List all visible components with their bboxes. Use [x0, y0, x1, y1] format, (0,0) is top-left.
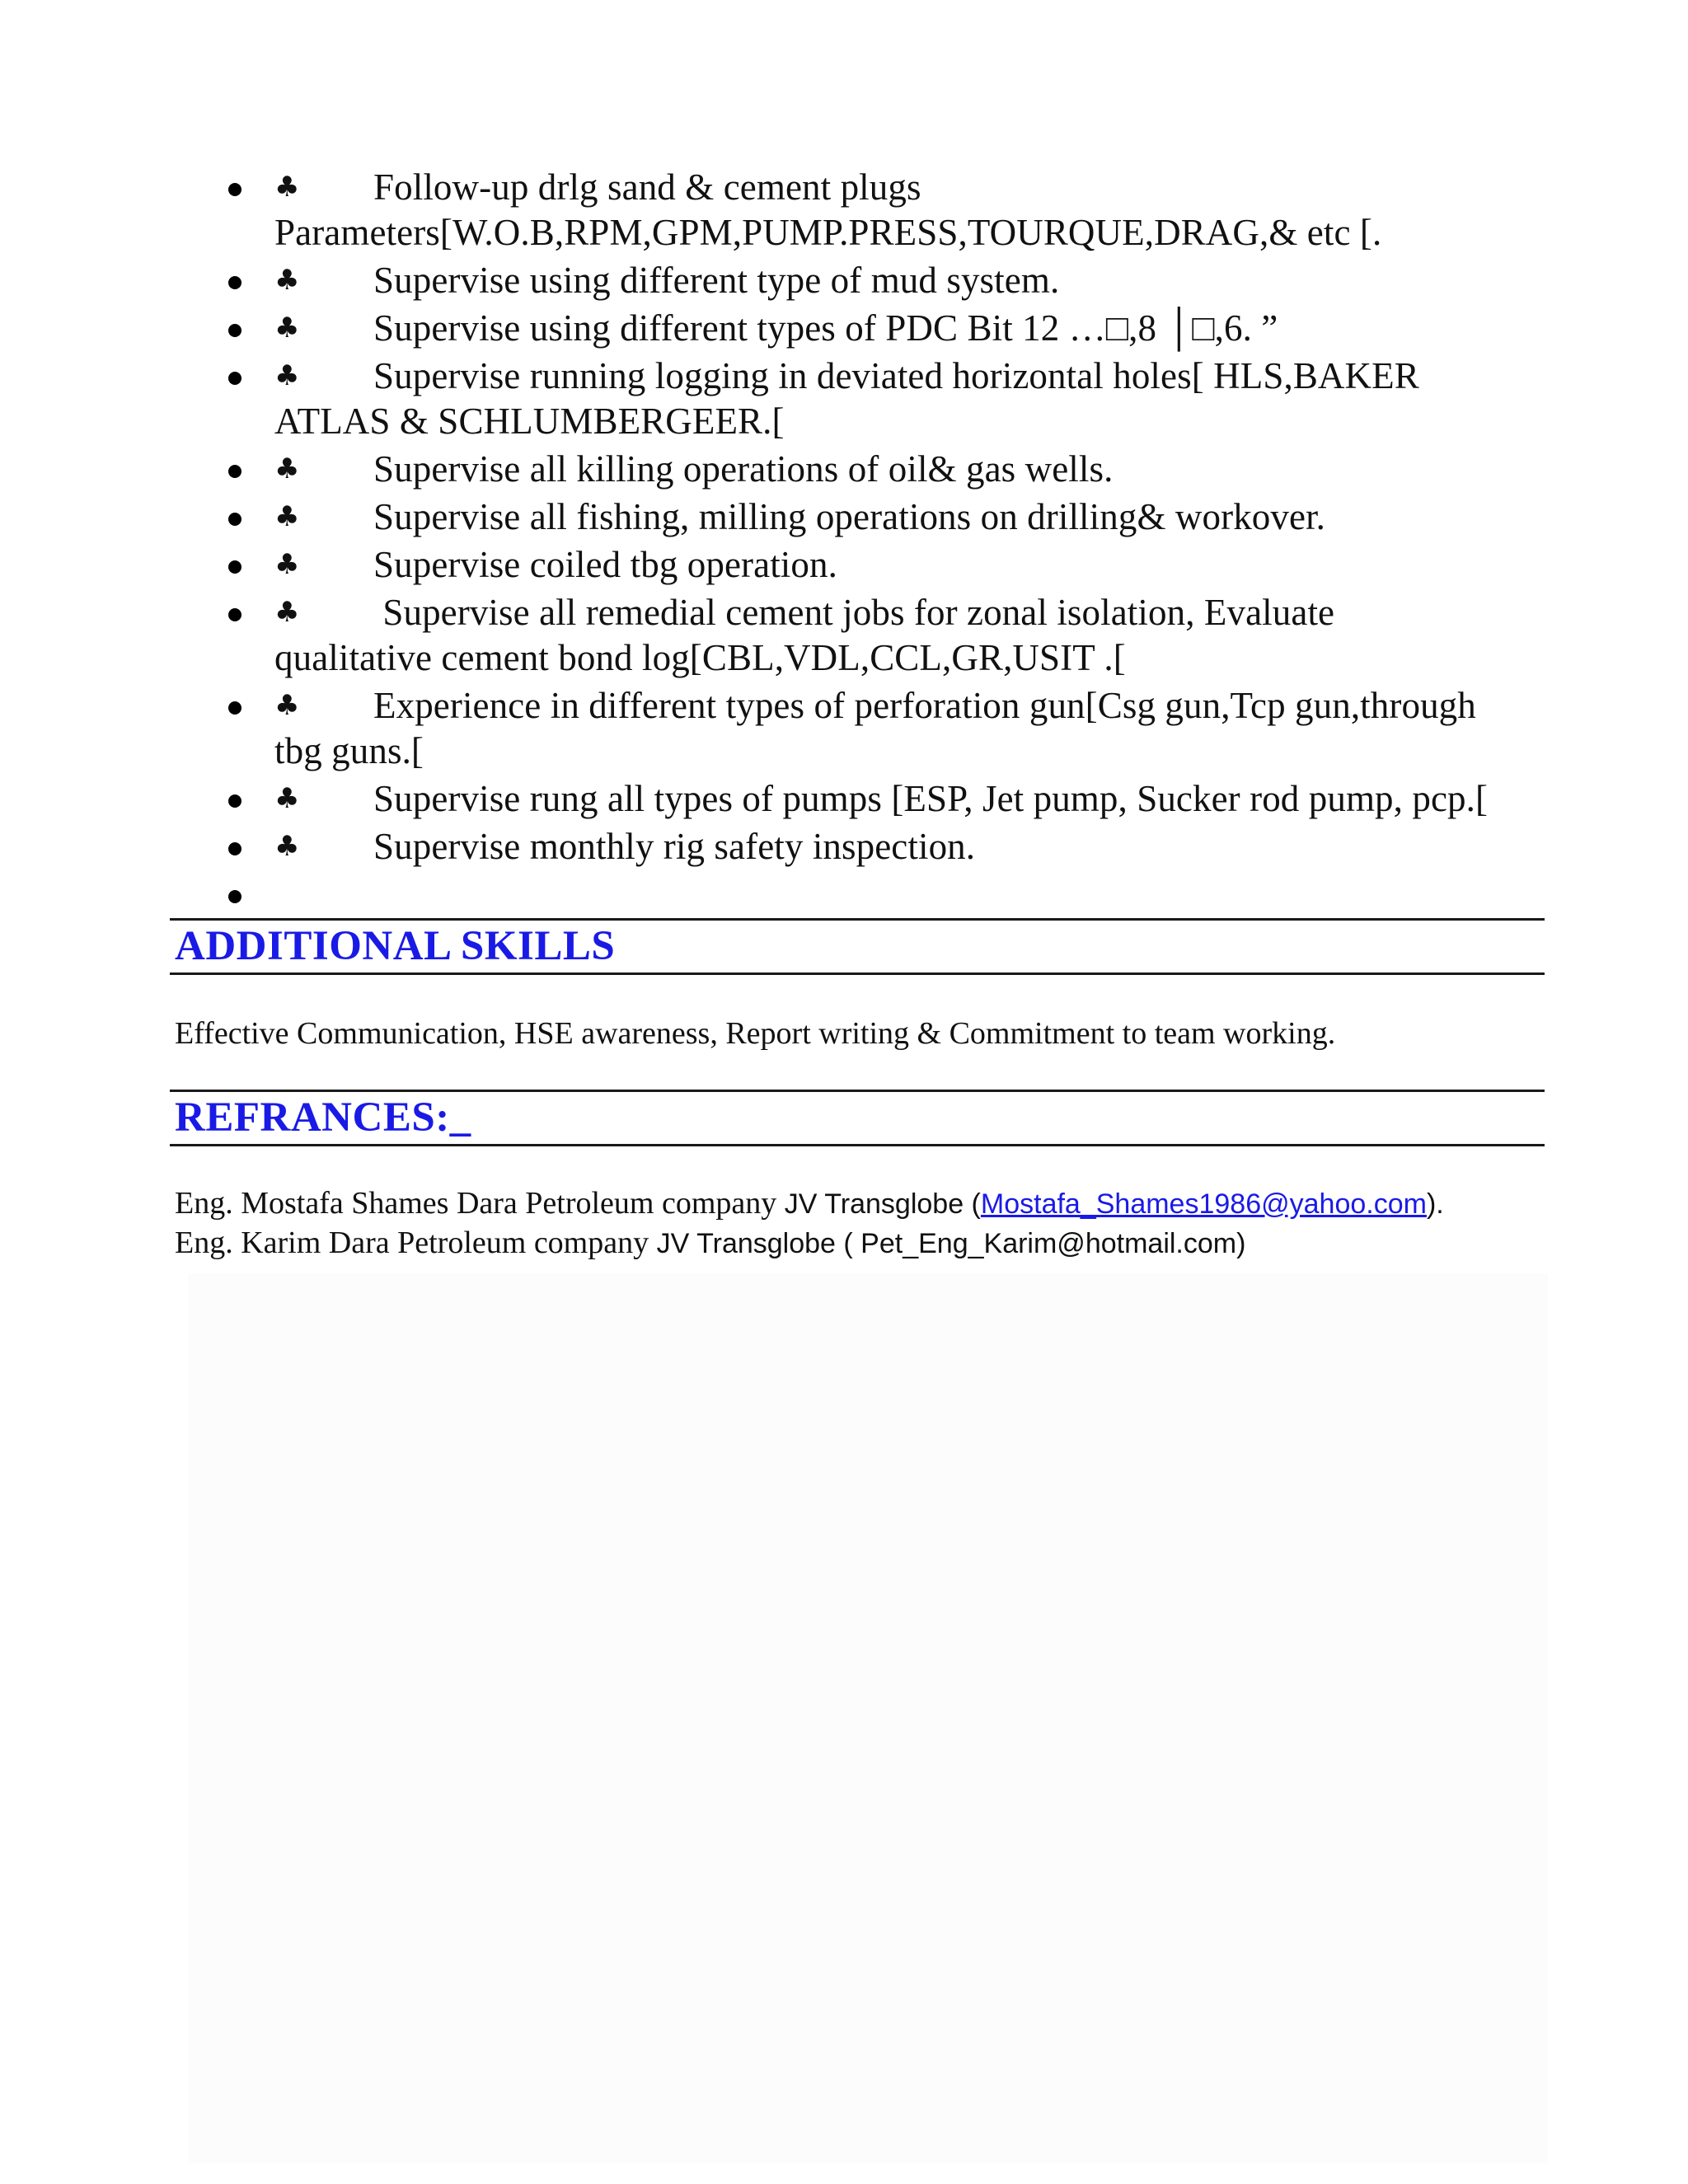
- reference-name-company: Eng. Mostafa Shames Dara Petroleum company: [175, 1186, 777, 1221]
- reference-jv: JV Transglobe ( Pet_Eng_Karim@hotmail.com): [656, 1228, 1246, 1259]
- list-item: [0, 872, 1688, 917]
- section-divider-bottom: [170, 972, 1545, 975]
- section-divider-bottom: [170, 1144, 1545, 1146]
- list-item: [0, 542, 1688, 588]
- bullet-disc-icon: [228, 842, 241, 855]
- bullet-text: Supervise all fishing, milling operations on drilling& workover.: [373, 496, 1326, 537]
- bullet-disc-icon: [228, 513, 241, 526]
- reference-item: [175, 1183, 1444, 1224]
- bullet-disc-icon: [228, 372, 241, 385]
- references-heading: REFRANCES:_: [175, 1094, 471, 1141]
- bullet-text: qualitative cement bond log[CBL,VDL,CCL,GR,USIT .[: [274, 637, 1126, 678]
- bullet-text: Supervise all remedial cement jobs for zonal isolation, Evaluate: [373, 592, 1335, 633]
- page-background-tint: [188, 1273, 1548, 2163]
- bullet-text: Parameters[W.O.B,RPM,GPM,PUMP.PRESS,TOURQUE,DRAG,& etc [.: [274, 212, 1382, 253]
- reference-item: [175, 1223, 1245, 1263]
- bullet-text: Supervise running logging in deviated horizontal holes[ HLS,BAKER: [373, 355, 1419, 396]
- bullet-text: tbg guns.[: [274, 730, 424, 771]
- reference-email-link[interactable]: Mostafa_Shames1986@yahoo.com: [980, 1188, 1427, 1220]
- list-item: [0, 354, 1688, 444]
- club-suit-icon: ♣: [274, 359, 300, 392]
- bullet-text: Experience in different types of perforation gun[Csg gun,Tcp gun,through: [373, 685, 1476, 726]
- list-item: [0, 776, 1688, 822]
- bullet-disc-icon: [228, 608, 241, 621]
- club-suit-icon: ♣: [274, 500, 300, 533]
- club-suit-icon: ♣: [274, 312, 300, 344]
- experience-bullet-list: [0, 165, 1688, 920]
- additional-skills-heading: ADDITIONAL SKILLS: [175, 923, 616, 969]
- club-suit-icon: ♣: [274, 782, 300, 815]
- list-item: [0, 258, 1688, 303]
- list-item: [0, 165, 1688, 255]
- section-divider-top: [170, 1090, 1545, 1092]
- list-item: [0, 590, 1688, 681]
- list-item: [0, 683, 1688, 774]
- bullet-disc-icon: [228, 890, 241, 903]
- bullet-text: Follow-up drlg sand & cement plugs: [373, 166, 921, 208]
- bullet-disc-icon: [228, 276, 241, 289]
- bullet-text: Supervise all killing operations of oil& gas wells.: [373, 448, 1114, 490]
- reference-name-company: Eng. Karim Dara Petroleum company: [175, 1226, 649, 1260]
- bullet-text: Supervise coiled tbg operation.: [373, 544, 837, 585]
- bullet-disc-icon: [228, 794, 241, 808]
- bullet-text: Supervise using different types of PDC Bit 12 …□,8 │□,6. ”: [373, 307, 1278, 349]
- bullet-disc-icon: [228, 324, 241, 337]
- bullet-disc-icon: [228, 465, 241, 478]
- reference-close: ).: [1426, 1188, 1444, 1220]
- list-item: [0, 447, 1688, 492]
- bullet-disc-icon: [228, 560, 241, 574]
- list-item: [0, 824, 1688, 869]
- section-divider-top: [170, 918, 1545, 921]
- bullet-disc-icon: [228, 701, 241, 715]
- club-suit-icon: ♣: [274, 171, 300, 204]
- club-suit-icon: ♣: [274, 596, 300, 629]
- bullet-text: Supervise using different type of mud system.: [373, 260, 1060, 301]
- bullet-text: Supervise rung all types of pumps [ESP, Jet pump, Sucker rod pump, pcp.[: [373, 778, 1489, 819]
- list-item: [0, 494, 1688, 540]
- additional-skills-text: Effective Communication, HSE awareness, Report writing & Commitment to team working.: [175, 1016, 1336, 1051]
- bullet-disc-icon: [228, 183, 241, 196]
- bullet-text: ATLAS & SCHLUMBERGEER.[: [274, 401, 785, 442]
- bullet-text: Supervise monthly rig safety inspection.: [373, 826, 976, 867]
- club-suit-icon: ♣: [274, 452, 300, 485]
- club-suit-icon: ♣: [274, 548, 300, 581]
- club-suit-icon: ♣: [274, 689, 300, 722]
- list-item: [0, 306, 1688, 351]
- club-suit-icon: ♣: [274, 264, 300, 297]
- club-suit-icon: ♣: [274, 830, 300, 863]
- reference-jv: JV Transglobe (: [784, 1188, 981, 1220]
